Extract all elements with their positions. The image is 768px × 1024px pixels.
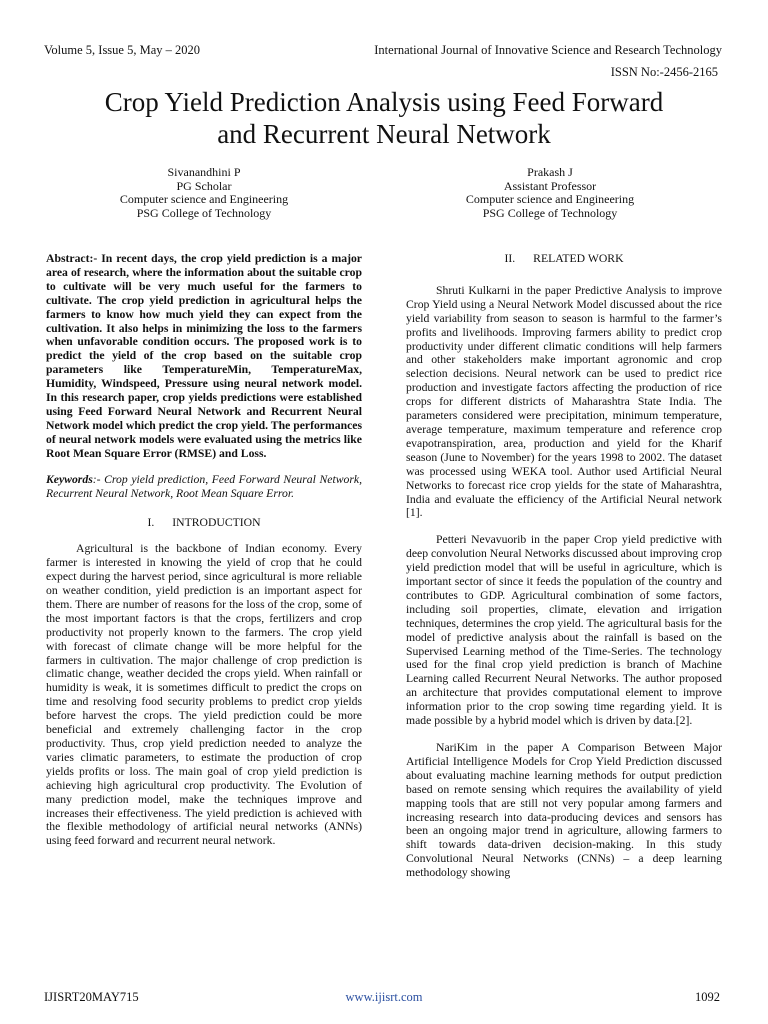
- section-title: INTRODUCTION: [172, 516, 261, 530]
- section-heading-introduction: [46, 516, 362, 530]
- section-number: I.: [147, 516, 155, 530]
- related-work-paragraph-1: Shruti Kulkarni in the paper Predictive Analysis to improve Crop Yield using a Neural Network Model discussed about the rice yield variability from season to season is harmful to the farmer’s profits and livelihoods. Improving farmers ability to predict crop productivity under different climatic conditions will help farmers and other stakeholders make important agronomic and crop selection decisions. Neural network can be used to predict rice production and investigate factors affecting the production of rice crops for different districts of Maharashtra State India. The parameters considered were precipitation, minimum temperature, average temperature, maximum temperature and reference crop evapotranspiration, area, production and yield for the Kharif season (June to November) for the years 1998 to 2002. The dataset was processed using WEKA tool. Author used Artificial Neural Networks to forecast rice crop yields for the state of Maharashtra, India and evaluate the efficiency of the Artificial Neural network [1].: [406, 283, 722, 520]
- left-column: [46, 252, 362, 848]
- footer-url-link[interactable]: www.ijisrt.com: [345, 990, 423, 1004]
- keywords: [46, 473, 362, 501]
- abstract: [46, 252, 362, 461]
- author-name: Sivanandhini P: [167, 165, 241, 179]
- abstract-text: :- In recent days, the crop yield prediction is a major area of research, where the information about the suitable crop to cultivate will be very much useful for the farmers to cultivate. The crop yield prediction in agricultural helps the farmers to know how much yield they can expect from the cultivation. It also helps in minimizing the loss to the farmers when unfavorable condition occurs. The proposed work is to predict the yield of the crop based on the suitable crop parameters like TemperatureMin, TemperatureMax, Humidity, Windspeed, Pressure using neural network model. In this research paper, crop yields predictions were established using Feed Forward Neural Network and Recurrent Neural Network model which predict the crop yield. The performances of neural network models were evaluated using the metrics like Root Mean Square Error (RMSE) and Loss.: [46, 252, 362, 460]
- right-column: [406, 252, 722, 880]
- related-work-paragraph-3: NariKim in the paper A Comparison Between Major Artificial Intelligence Models for Crop Yield Prediction discussed about evaluating machine learning methods for output prediction based on remote sensing which requires the availability of yield mapping tools that are still not very popular among farmers and increasing research into data-producing devices and sensors has been an ongoing major trend in agriculture, allowing farmers to shift towards data-driven decision-making. In this study Convolutional Neural Networks (CNNs) – a deep learning methodology showing: [406, 741, 722, 880]
- paper-title: [40, 86, 728, 150]
- keywords-label: Keywords: [46, 472, 93, 486]
- author-dept: Computer science and Engineering: [465, 192, 635, 207]
- author-2: [420, 166, 680, 220]
- related-work-paragraph-2: Petteri Nevavuorib in the paper Crop yield predictive with deep convolution Neural Networks discussed about improving crop yield prediction model that will be useful in agriculture, which is important sector of since it feeds the population of the country and contributes to GDP. Agricultural combination of some factors, including soil properties, climate, elevation and irrigation techniques, determines the crop yield. The agricultural basis for the model of predictive analysis about the rainfall is based on the Supervised Learning method of the Time-Series. The technology used for the final crop yield prediction is branch of Machine Learning called Recurrent Neural Networks. The author proposed an architecture that provides computational element to improve information prior to the crop sowing time regarding yield. It is made possible by a hybrid model which is driven by data.[2].: [406, 533, 722, 728]
- intro-paragraph: Agricultural is the backbone of Indian economy. Every farmer is interested in knowing the yield of crop that he could expect during the harvest period, since agricultural is more reliable on weather condition, yield prediction is an important aspect for them. There are number of reasons for the loss of the crop, some of the most important factors is that the crops, fertilizers and crop productivity not properly known to the farmers. The crop yield with forecast of climate change will be more helpful for the farmers in cultivation. The major challenge of crop prediction is climatic change, weather decided the crops yield. When rainfall or humidity is weak, it is sometimes difficult to predict the crops on time and resolving food security problems to predict crop yields before harvest the crops. The yield prediction could be more beneficial and extremely challenging factor in the crop productivity. Thus, crop yield prediction needed to analyze the varies climatic parameters, to estimate the production of crop yields profits or loss. The main goal of crop yield prediction is achieving high agricultural crop productivity. The Evolution of many prediction model, make the techniques improve and increases their effectiveness. The yield prediction is achieved with the flexible methodology of artificial neural networks (ANNs) using feed forward and recurrent neural network.: [46, 542, 362, 848]
- volume-issue: Volume 5, Issue 5, May – 2020: [44, 43, 201, 57]
- issn: ISSN No:-2456-2165: [610, 65, 718, 79]
- author-org: PSG College of Technology: [482, 205, 618, 220]
- journal-name: International Journal of Innovative Science and Research Technology: [374, 43, 722, 57]
- footer-page-number: 1092: [695, 990, 720, 1004]
- footer-paper-id: IJISRT20MAY715: [44, 990, 139, 1004]
- section-heading-related-work: [406, 252, 722, 266]
- author-role: PG Scholar: [176, 178, 232, 193]
- title-line-1: Crop Yield Prediction Analysis using Feed Forward: [104, 87, 664, 117]
- author-1: [74, 166, 334, 220]
- abstract-label: Abstract: [46, 252, 90, 265]
- author-org: PSG College of Technology: [136, 205, 272, 220]
- author-role: Assistant Professor: [503, 178, 597, 193]
- section-number: II.: [504, 252, 516, 265]
- author-dept: Computer science and Engineering: [119, 192, 289, 207]
- author-name: Prakash J: [527, 165, 573, 179]
- title-line-2: and Recurrent Neural Network: [217, 119, 551, 149]
- section-title: RELATED WORK: [533, 252, 624, 265]
- keywords-text: :- Crop yield prediction, Feed Forward Neural Network, Recurrent Neural Network, Root Mean Square Error.: [46, 472, 362, 500]
